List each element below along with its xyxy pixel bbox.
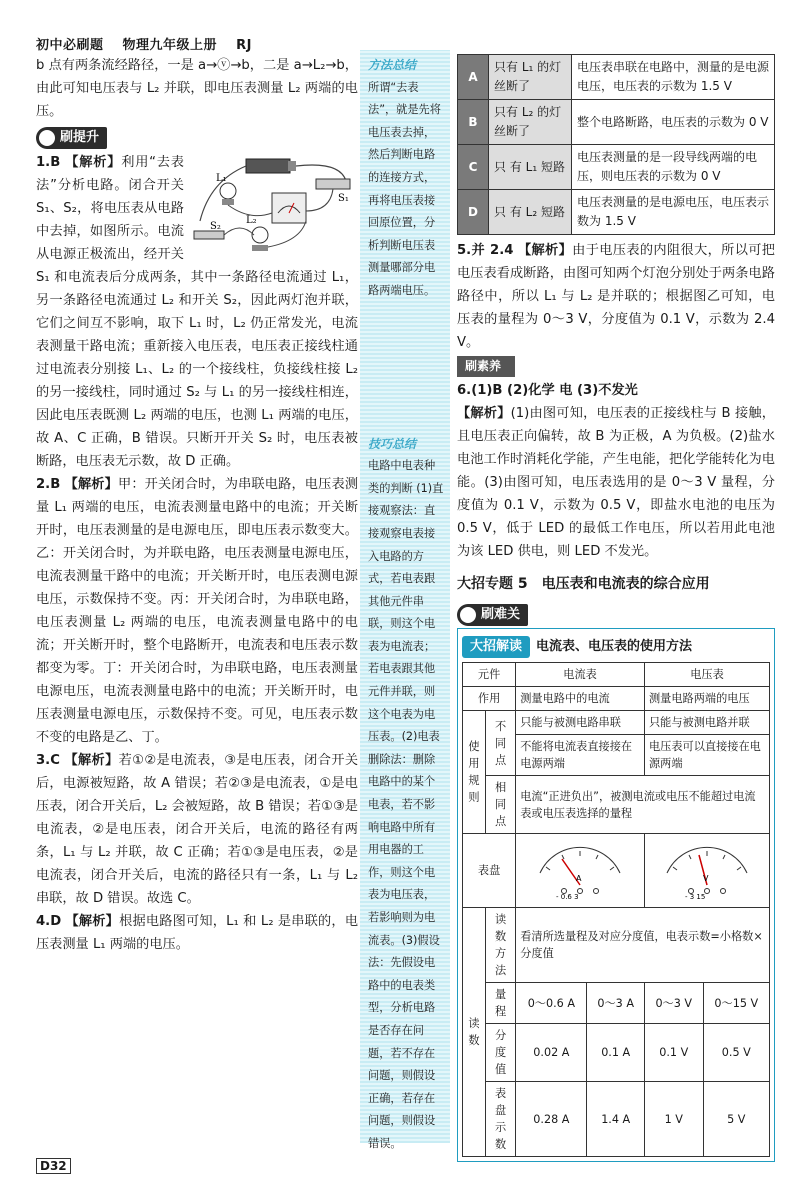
fault-result: 电压表串联在电路中，测量的是电源电压，电压表的示数为 1.5 V	[572, 55, 775, 100]
explain-3: 若①②是电流表，③是电压表，闭合开关后，电源被短路，故 A 错误；若②③是电流表，①是电压表，闭合开关后，L₂ 会被短路，故 B 错误；若①③是电流表，②是电压表，闭合开关后，电流的路径有两条，L₁ 与 L₂ 并联，故 C 正确；若①③是电压表，②是电流表，闭合开关后，电流的路径只有一条，L₁ 与 L₂ 串联，故 D 错误。故选 C。	[36, 753, 359, 906]
hdr-element: 元件	[463, 663, 516, 687]
series-title: 初中必刷题	[36, 38, 104, 53]
option-key: B	[458, 100, 489, 145]
question-2: 2.B 【解析】甲：开关闭合时，为串联电路，电压表测量 L₁ 两端的电压，电流表测量电路中的电流；开关断开时，电压表测量的是电源电压，即电压表示数变大。乙：开关闭合时，为并联电路，电压表测量电源电压，电流表测量干路中的电流；开关断开时，电压表测电源电压，示数保持不变。丙：开关闭合时，为串联电路，电压表测量 L₂ 两端的电压，电流表测量电路中的电流；开关断开时，整个电路断开，电流表和电压表示数都变为零。丁：开关闭合时，为串联电路，电压表测量电源电压，电流表测量电路中的电流；开关断开时，电压表测量电源电压，示数保持不变。可见，电压表示数不变的电路是乙、丁。	[36, 477, 359, 745]
option-key: D	[458, 190, 489, 235]
subject-title: 物理九年级上册	[122, 38, 218, 53]
hdr-voltmeter: 电压表	[644, 663, 769, 687]
page-header	[36, 34, 266, 53]
label-l2: L₂	[246, 215, 257, 226]
meter-usage-box	[457, 628, 775, 1162]
explain-1: 利用“去表法”分析电路。闭合开关 S₁、S₂，将电压表从电路中去掉，如图所示。电流从电源正极流出，经开关 S₁ 和电流表后分成两条，其中一条路径电流通过 L₁，另一条路径电流通过 L₂ 和开关 S₂，因此两灯泡并联，它们之间互不影响，取下 L₁ 时，L₂ 仍正常发光，电流表测量干路电流；重新接入电压表，电压表正接线柱通过电流表分别接 L₁、L₂ 的一个接线柱，负接线柱接 L₂ 的另一接线柱，同时通过 S₂ 与 L₁ 的另一接线柱相连，因此电压表既测 L₂ 两端的电压，也测 L₁ 两端的电压，故 A、C 正确，B 错误。只断开开关 S₂ 时，电压表被断路，电压表无示数，故 D 正确。	[36, 155, 358, 469]
answer-4: D	[50, 914, 62, 929]
reading-label: 读数	[463, 908, 486, 1157]
fault-condition: 只 有 L₂ 短路	[489, 190, 572, 235]
box-heading	[462, 635, 770, 658]
question-4: 4.D 【解析】根据电路图可知，L₁ 和 L₂ 是串联的，电压表测量 L₁ 两端的电压。	[36, 914, 359, 952]
question-3: 3.C 【解析】若①②是电流表，③是电压表，闭合开关后，电源被短路，故 A 错误；若②③是电流表，①是电压表，闭合开关后，L₂ 会被短路，故 B 错误；若①③是电流表，②是电压表，闭合开关后，电流的路径有两条，L₁ 与 L₂ 并联，故 C 正确；若①③是电压表，②是电流表，闭合开关后，电流的路径只有一条，L₁ 与 L₂ 串联，故 D 错误。故选 C。	[36, 753, 359, 906]
fault-row	[458, 100, 775, 145]
left-column	[36, 54, 358, 956]
usage-rules-label: 使用规则	[463, 711, 486, 834]
svg-text:- 3 15: - 3 15	[684, 893, 706, 899]
intro-text: b 点有两条流经路径，一是 a→ⓥ→b，二是 a→L₂→b，由此可知电压表与 L₂ 并联，即电压表测量 L₂ 两端的电压。	[36, 58, 358, 119]
method-summary-title: 方法总结	[368, 58, 417, 72]
section-label-nanguan: 刷难关	[457, 604, 528, 626]
page-number: D32	[36, 1158, 71, 1174]
fault-row	[458, 55, 775, 100]
label-s1: S₁	[338, 193, 349, 204]
label-s2: S₂	[210, 221, 221, 232]
explain-4: 根据电路图可知，L₁ 和 L₂ 是串联的，电压表测量 L₁ 两端的电压。	[36, 914, 359, 952]
fault-row	[458, 190, 775, 235]
hdr-ammeter: 电流表	[516, 663, 645, 687]
explain-6: (1)由图可知，电压表的正接线柱与 B 接触，且电压表正向偏转，故 B 为正极，A 为负极。(2)盐水电池工作时消耗化学能，产生电能，把化学能转化为电能。(3)由图可知，电压表选用的是 0～3 V 量程，分度值为 0.1 V，示数为 0.5 V，即盐水电池的电压为 0.5 V，低于 LED 的最低工作电压，所以若用此电池为该 LED 供电，则 LED 不发光。	[457, 406, 775, 559]
circuit-figure	[190, 151, 358, 261]
answer-1: B	[50, 155, 61, 170]
explain-5: 由于电压表的内阻很大，所以可把电压表看成断路，由图可知两个灯泡分别处于两条电路路径中，所以 L₁ 与 L₂ 是并联的；根据图乙可知，电压表的量程为 0～3 V，分度值为 0.1 V，示数为 2.4 V。	[457, 243, 775, 350]
right-column	[457, 54, 775, 1162]
fault-table	[457, 54, 775, 235]
option-key: A	[458, 55, 489, 100]
question-6: 6.(1)B (2)化学 电 (3)不发光 【解析】(1)由图可知，电压表的正接线柱与 B 接触，且电压表正向偏转，故 B 为正极，A 为负极。(2)盐水电池工作时消耗化学能，产生电能，把化学能转化为电能。(3)由图可知，电压表选用的是 0～3 V 量程，分度值为 0.1 V，示数为 0.5 V，即盐水电池的电压为 0.5 V，低于 LED 的最低工作电压，所以若用此电池为该 LED 供电，则 LED 不发光。	[457, 383, 775, 559]
voltmeter-dial	[644, 834, 769, 908]
edition: RJ	[236, 38, 252, 53]
tips-sidebar	[360, 50, 450, 1150]
question-5: 5.并 2.4 【解析】由于电压表的内阻很大，所以可把电压表看成断路，由图可知两个灯泡分别处于两条电路路径中，所以 L₁ 与 L₂ 是并联的；根据图乙可知，电压表的量程为 0～3 V，分度值为 0.1 V，示数为 2.4 V。	[457, 243, 775, 350]
meter-table: 元件 电流表 电压表 作用 测量电路中的电流 测量电路两端的电压 使用规则 不同点 只能与被测电路串联 只能与被测电路并联 不能将电流表直接接在电源两端 电压表可以直接接在电源两端 相同点 电流“正进负出”，被测电流或电压不能超过电流表或电压表选择的量程 表盘 A - 0.6 3 V - 3 15 读数 读数方法 看清所选量程及对应分度值，电表示数=小格数×分度值 量程 0～0.6 A 0～3 A 0～3 V 0～15 V 分度值 0.02 A 0.1 A 0.1 V 0.5 V 表盘示数 0.28 A 1.4 A 1 V 5 V	[462, 662, 770, 1157]
ammeter-dial	[516, 834, 645, 908]
skill-summary-body: 电路中电表种类的判断 (1)直接观察法：直接观察电表接入电路的方式，若电表跟其他元件串联，则这个电表为电流表；若电表跟其他元件并联，则这个电表为电压表。(2)电表删除法：删除电路中的某个电表，若不影响电路中所有用电器的工作，则这个电表为电压表，若影响则为电流表。(3)假设法：先假设电路中的电表类型，分析电路是否存在问题，若不存在问题，则假设正确，若存在问题，则假设错误。	[368, 459, 444, 1150]
answer-3: C	[50, 753, 60, 768]
skill-summary-title: 技巧总结	[368, 436, 417, 451]
fault-condition: 只 有 L₁ 短路	[489, 145, 572, 190]
section-label-tisheng: 刷提升	[36, 127, 107, 149]
svg-text:A: A	[576, 874, 582, 883]
answer-2: B	[50, 477, 61, 492]
fault-result: 电压表测量的是电源电压，电压表示数为 1.5 V	[572, 190, 775, 235]
label-l1: L₁	[216, 173, 227, 184]
question-1: L₁ S₁ S₂ L₂ 1.B 【解析】利用“去表法”分析电路。闭合开关 S₁、S₂，将电压表从电路中去掉，如图所示。电流从电源正极流出，经开关 S₁ 和电流表后分成两条，其中一条路径电流通过 L₁，另一条路径电流通过 L₂ 和开关 S₂，因此两灯泡并联，它们之间互不影响，取下 L₁ 时，L₂ 仍正常发光，电流表测量干路电流；重新接入电压表，电压表正接线柱通过电流表分别接 L₁、L₂ 的一个接线柱，负接线柱接 L₂ 的另一接线柱，同时通过 S₂ 与 L₁ 的另一接线柱相连，因此电压表既测 L₂ 两端的电压，也测 L₁ 两端的电压，故 A、C 正确，B 错误。只断开开关 S₂ 时，电压表被断路，电压表无示数，故 D 正确。	[36, 151, 358, 473]
section-label-suyang: 刷素养	[457, 356, 515, 377]
svg-text:- 0.6 3: - 0.6 3	[556, 893, 579, 899]
method-summary-body: 所谓“去表法”，就是先将电压表去掉，然后判断电路的连接方式，再将电压表接回原位置，分析判断电压表测量哪部分电路两端电压。	[368, 80, 441, 297]
answer-5: 并 2.4	[471, 243, 514, 258]
fault-condition: 只有 L₂ 的灯丝断了	[489, 100, 572, 145]
fault-result: 整个电路断路，电压表的示数为 0 V	[572, 100, 775, 145]
fault-result: 电压表测量的是一段导线两端的电压，则电压表的示数为 0 V	[572, 145, 775, 190]
option-key: C	[458, 145, 489, 190]
box-title: 电流表、电压表的使用方法	[536, 639, 693, 654]
topic-title: 大招专题 5 电压表和电流表的综合应用	[457, 576, 710, 592]
fault-condition: 只有 L₁ 的灯丝断了	[489, 55, 572, 100]
jiedu-tag: 大招解读	[462, 636, 530, 658]
explain-2: 甲：开关闭合时，为串联电路，电压表测量 L₁ 两端的电压，电流表测量电路中的电流；开关断开时，电压表测量的是电源电压，即电压表示数变大。乙：开关闭合时，为并联电路，电压表测量电源电压，电流表测量干路中的电流；开关断开时，电压表测电源电压，示数保持不变。丙：开关闭合时，为串联电路，电压表测量 L₂ 两端的电压，电流表测量电路中的电流；开关断开时，整个电路断开，电流表和电压表示数都变为零。丁：开关闭合时，为串联电路，电压表测量电源电压，电流表测量电路中的电流；开关断开时，电压表测量电源电压，示数保持不变。可见，电压表示数不变的电路是乙、丁。	[36, 477, 359, 745]
svg-text:V: V	[702, 874, 709, 883]
answer-6: (1)B (2)化学 电 (3)不发光	[471, 383, 638, 398]
fault-row	[458, 145, 775, 190]
